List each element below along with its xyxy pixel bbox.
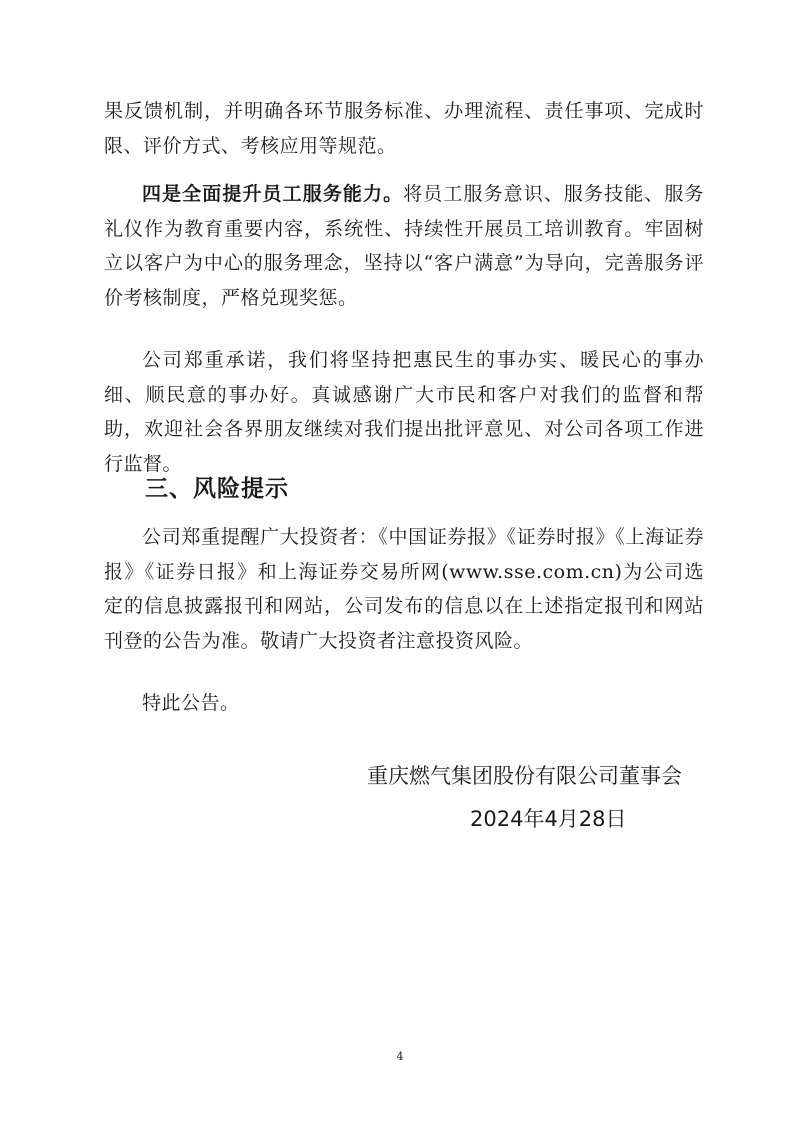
paragraph-commitment-text: 公司郑重承诺，我们将坚持把惠民生的事办实、暖民心的事办细、顺民意的事办好。真诚感谢广大市民和客户对我们的监督和帮助，欢迎社会各界朋友继续对我们提出批评意见、对公司各项工作进行监督。	[104, 349, 704, 475]
page-number: 4	[396, 1050, 404, 1063]
paragraph-staff-capability	[104, 177, 704, 315]
paragraph-lead-bold: 四是全面提升员工服务能力。	[142, 183, 404, 205]
paragraph-risk-notice-text: 公司郑重提醒广大投资者：《中国证券报》《证券时报》《上海证券报》《证券日报》和上海证券交易所网(www.sse.com.cn)为公司选定的信息披露报刊和网站，公司发布的信息以在上述指定报刊和网站刊登的公告为准。敬请广大投资者注意投资风险。	[104, 526, 704, 652]
paragraph-feedback-text: 果反馈机制，并明确各环节服务标准、办理流程、责任事项、完成时限、评价方式、考核应用等规范。	[104, 100, 704, 157]
paragraph-risk-notice	[104, 520, 704, 658]
paragraph-feedback	[104, 94, 704, 163]
paragraph-commitment	[104, 343, 704, 481]
paragraph-closing	[104, 686, 704, 721]
paragraph-staff-capability-text: 将员工服务意识、服务技能、服务礼仪作为教育重要内容，系统性、持续性开展员工培训教育。牢固树立以客户为中心的服务理念，坚持以“客户满意”为导向，完善服务评价考核制度，严格兑现奖惩。	[104, 183, 704, 309]
signature-company: 重庆燃气集团股份有限公司董事会	[367, 764, 682, 788]
section-heading-risk: 三、风险提示	[145, 476, 289, 502]
closing-text: 特此公告。	[142, 692, 240, 714]
signature-date: 2024年4月28日	[470, 807, 627, 831]
